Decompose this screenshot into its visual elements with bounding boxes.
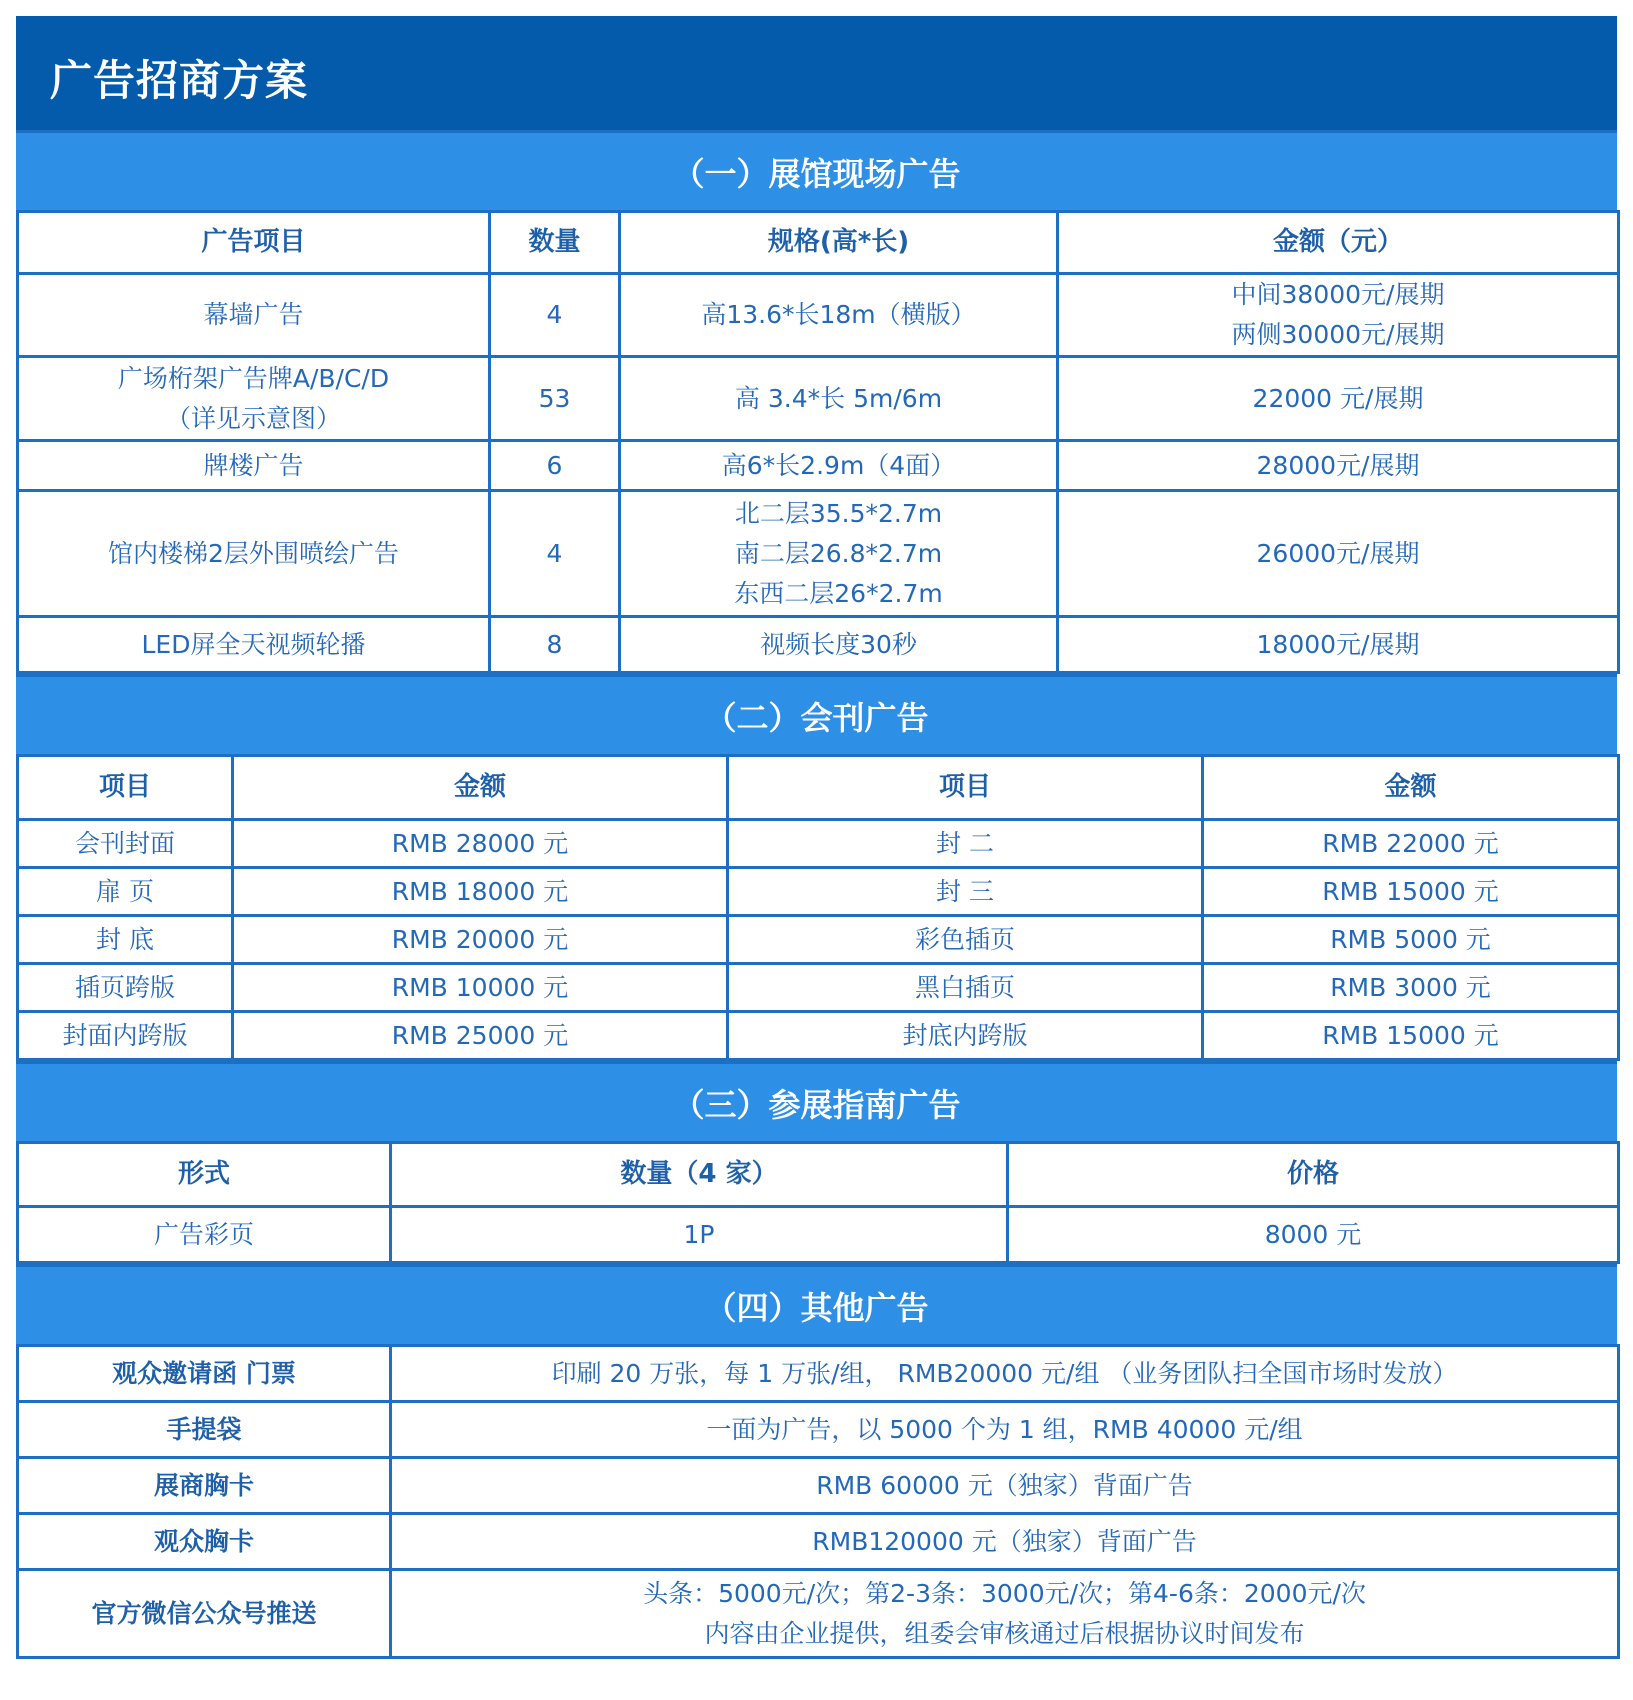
ad-item-cell: 广场桁架广告牌A/B/C/D （详见示意图） — [18, 357, 490, 441]
column-header: 数量 — [490, 212, 620, 274]
section-heading-catalog: （二）会刊广告 — [16, 674, 1617, 754]
column-header: 项目 — [18, 756, 233, 820]
item-cell: 封底内跨版 — [728, 1012, 1203, 1060]
quantity-cell: 6 — [490, 441, 620, 491]
table-row — [18, 357, 1619, 441]
table-header-row — [18, 1143, 1619, 1207]
venue-ad-table — [16, 210, 1620, 674]
row-label: 手提袋 — [18, 1402, 391, 1458]
table-row — [18, 274, 1619, 357]
item-cell: 封 二 — [728, 820, 1203, 868]
spec-cell: 北二层35.5*2.7m 南二层26.8*2.7m 东西二层26*2.7m — [620, 491, 1058, 617]
description-cell: RMB120000 元（独家）背面广告 — [391, 1514, 1619, 1570]
ad-plan-document — [16, 16, 1617, 1659]
item-cell: 封面内跨版 — [18, 1012, 233, 1060]
table-row — [18, 441, 1619, 491]
row-label: 观众胸卡 — [18, 1514, 391, 1570]
table-row — [18, 964, 1619, 1012]
price-cell: 中间38000元/展期 两侧30000元/展期 — [1058, 274, 1619, 357]
section-heading-other: （四）其他广告 — [16, 1264, 1617, 1344]
price-cell: RMB 15000 元 — [1203, 868, 1619, 916]
table-row — [18, 916, 1619, 964]
form-cell: 广告彩页 — [18, 1207, 391, 1263]
quantity-cell: 4 — [490, 274, 620, 357]
description-cell: 头条：5000元/次；第2-3条：3000元/次；第4-6条：2000元/次 内容由企业提供，组委会审核通过后根据协议时间发布 — [391, 1570, 1619, 1658]
table-row — [18, 1402, 1619, 1458]
table-row — [18, 1207, 1619, 1263]
ad-item-cell: 幕墙广告 — [18, 274, 490, 357]
row-label: 官方微信公众号推送 — [18, 1570, 391, 1658]
table-row — [18, 1514, 1619, 1570]
item-cell: 黑白插页 — [728, 964, 1203, 1012]
table-row — [18, 491, 1619, 617]
row-label: 观众邀请函 门票 — [18, 1346, 391, 1402]
column-header: 价格 — [1008, 1143, 1619, 1207]
row-label: 展商胸卡 — [18, 1458, 391, 1514]
quantity-cell: 53 — [490, 357, 620, 441]
column-header: 数量（4 家） — [391, 1143, 1008, 1207]
catalog-ad-table — [16, 754, 1620, 1061]
price-cell: 18000元/展期 — [1058, 617, 1619, 673]
table-row — [18, 617, 1619, 673]
column-header: 项目 — [728, 756, 1203, 820]
table-row — [18, 820, 1619, 868]
price-cell: RMB 18000 元 — [233, 868, 728, 916]
ad-item-cell: 馆内楼梯2层外围喷绘广告 — [18, 491, 490, 617]
item-cell: 封 底 — [18, 916, 233, 964]
spec-cell: 高6*长2.9m（4面） — [620, 441, 1058, 491]
table-row — [18, 868, 1619, 916]
table-row — [18, 1458, 1619, 1514]
price-cell: RMB 10000 元 — [233, 964, 728, 1012]
quantity-cell: 8 — [490, 617, 620, 673]
column-header: 规格(高*长) — [620, 212, 1058, 274]
column-header: 金额（元） — [1058, 212, 1619, 274]
price-cell: 28000元/展期 — [1058, 441, 1619, 491]
price-cell: RMB 28000 元 — [233, 820, 728, 868]
table-row — [18, 1346, 1619, 1402]
table-header-row — [18, 212, 1619, 274]
column-header: 金额 — [1203, 756, 1619, 820]
item-cell: 插页跨版 — [18, 964, 233, 1012]
ad-item-cell: 牌楼广告 — [18, 441, 490, 491]
price-cell: 22000 元/展期 — [1058, 357, 1619, 441]
spec-cell: 视频长度30秒 — [620, 617, 1058, 673]
section-heading-guide: （三）参展指南广告 — [16, 1061, 1617, 1141]
quantity-cell: 4 — [490, 491, 620, 617]
column-header: 形式 — [18, 1143, 391, 1207]
other-ad-table — [16, 1344, 1620, 1659]
description-cell: 印刷 20 万张，每 1 万张/组， RMB20000 元/组 （业务团队扫全国市场时发放） — [391, 1346, 1619, 1402]
quantity-cell: 1P — [391, 1207, 1008, 1263]
page-title: 广告招商方案 — [50, 56, 309, 105]
spec-cell: 高 3.4*长 5m/6m — [620, 357, 1058, 441]
item-cell: 封 三 — [728, 868, 1203, 916]
item-cell: 扉 页 — [18, 868, 233, 916]
price-cell: RMB 5000 元 — [1203, 916, 1619, 964]
column-header: 金额 — [233, 756, 728, 820]
item-cell: 彩色插页 — [728, 916, 1203, 964]
guide-ad-table — [16, 1141, 1620, 1264]
spec-cell: 高13.6*长18m（横版） — [620, 274, 1058, 357]
description-cell: 一面为广告，以 5000 个为 1 组，RMB 40000 元/组 — [391, 1402, 1619, 1458]
table-row — [18, 1012, 1619, 1060]
title-bar — [16, 16, 1617, 130]
price-cell: RMB 25000 元 — [233, 1012, 728, 1060]
price-cell: RMB 3000 元 — [1203, 964, 1619, 1012]
price-cell: 8000 元 — [1008, 1207, 1619, 1263]
item-cell: 会刊封面 — [18, 820, 233, 868]
price-cell: RMB 22000 元 — [1203, 820, 1619, 868]
price-cell: RMB 15000 元 — [1203, 1012, 1619, 1060]
ad-item-cell: LED屏全天视频轮播 — [18, 617, 490, 673]
table-row — [18, 1570, 1619, 1658]
price-cell: 26000元/展期 — [1058, 491, 1619, 617]
table-header-row — [18, 756, 1619, 820]
section-heading-venue: （一）展馆现场广告 — [16, 130, 1617, 210]
column-header: 广告项目 — [18, 212, 490, 274]
description-cell: RMB 60000 元（独家）背面广告 — [391, 1458, 1619, 1514]
price-cell: RMB 20000 元 — [233, 916, 728, 964]
